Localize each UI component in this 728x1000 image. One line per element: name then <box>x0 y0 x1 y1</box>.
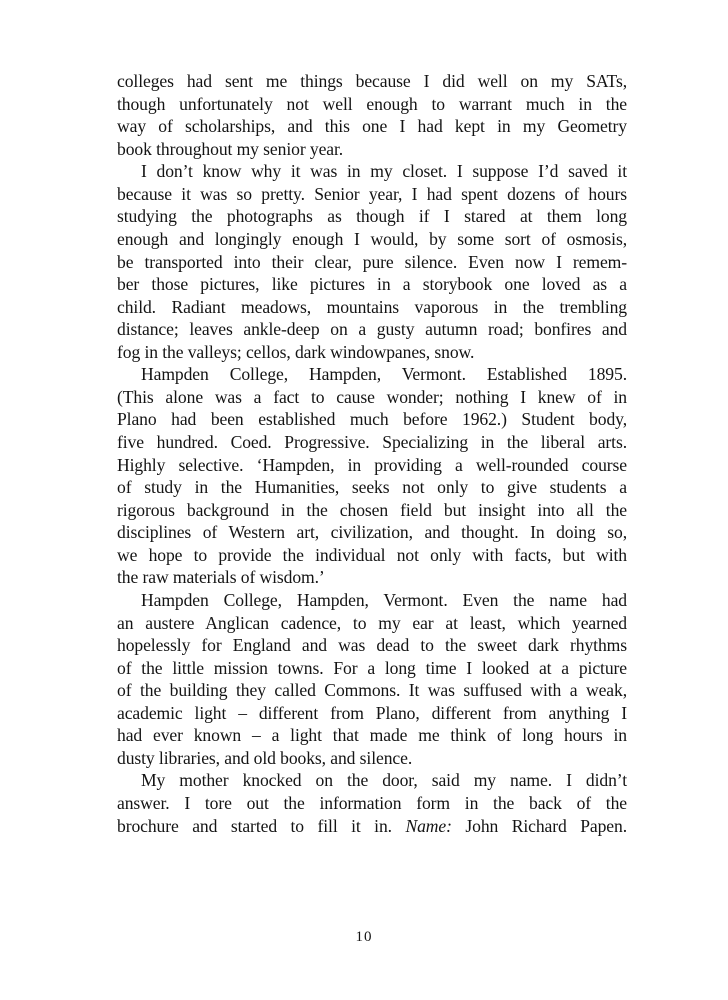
text-line-final <box>117 815 627 838</box>
page-number: 10 <box>355 929 373 945</box>
text-line: Highly selective. ‘Hampden, in providing a well-rounded course <box>117 454 627 475</box>
text-line: way of scholarships, and this one I had kept in my Geometry <box>117 116 627 137</box>
text-line: Hampden College, Hampden, Vermont. Even the name had <box>141 589 627 610</box>
text-line: had ever known – a light that made me think of long hours in <box>117 725 627 746</box>
text-line: I don’t know why it was in my closet. I suppose I’d saved it <box>141 161 627 182</box>
text-line: colleges had sent me things because I did well on my SATs, <box>117 71 627 91</box>
text-line: of study in the Humanities, seeks not only to give students a <box>117 477 627 498</box>
text-line: the raw materials of wisdom.’ <box>117 567 325 588</box>
body-text <box>117 70 627 837</box>
text-line: child. Radiant meadows, mountains vaporous in the trembling <box>117 296 627 317</box>
text-line: fog in the valleys; cellos, dark windowpanes, snow. <box>117 341 475 362</box>
text-line: Plano had been established much before 1962.) Student body, <box>117 409 627 430</box>
text-line: hopelessly for England and was dead to the sweet dark rhythms <box>117 635 627 656</box>
text-line: rigorous background in the chosen field but insight into all the <box>117 499 627 520</box>
text-line: distance; leaves ankle-deep on a gusty autumn road; bonfires and <box>117 319 627 340</box>
text-line: of the little mission towns. For a long time I looked at a picture <box>117 657 627 678</box>
text-line: (This alone was a fact to cause wonder; nothing I knew of in <box>117 386 627 407</box>
text-line: book throughout my senior year. <box>117 138 344 159</box>
text-line: answer. I tore out the information form in the back of the <box>117 793 627 813</box>
text-line: enough and longingly enough I would, by some sort of osmosis, <box>117 228 627 249</box>
text-line: be transported into their clear, pure silence. Even now I remem- <box>117 251 627 272</box>
text-line: five hundred. Coed. Progressive. Specializing in the liberal arts. <box>117 432 627 452</box>
text-line: an austere Anglican cadence, to my ear at least, which yearned <box>117 612 627 633</box>
text-line: disciplines of Western art, civilization, and thought. In doing so, <box>117 522 627 543</box>
text-line: of the building they called Commons. It was suffused with a weak, <box>117 680 627 701</box>
text-line: we hope to provide the individual not only with facts, but with <box>117 544 627 565</box>
text-line: Hampden College, Hampden, Vermont. Established 1895. <box>141 364 627 385</box>
text-line: dusty libraries, and old books, and silence. <box>117 747 413 768</box>
text-line: ber those pictures, like pictures in a storybook one loved as a <box>117 274 627 295</box>
text-line: though unfortunately not well enough to warrant much in the <box>117 93 627 114</box>
form-field-value: John Richard Papen. <box>451 815 627 836</box>
text-line: academic light – different from Plano, different from anything I <box>117 702 627 723</box>
text-line-start: brochure and started to fill it in. <box>117 815 406 836</box>
text-line: studying the photographs as though if I stared at them long <box>117 206 627 227</box>
text-line: because it was so pretty. Senior year, I had spent dozens of hours <box>117 183 627 204</box>
form-field-label: Name: <box>405 815 452 836</box>
text-line: My mother knocked on the door, said my name. I didn’t <box>141 770 627 791</box>
